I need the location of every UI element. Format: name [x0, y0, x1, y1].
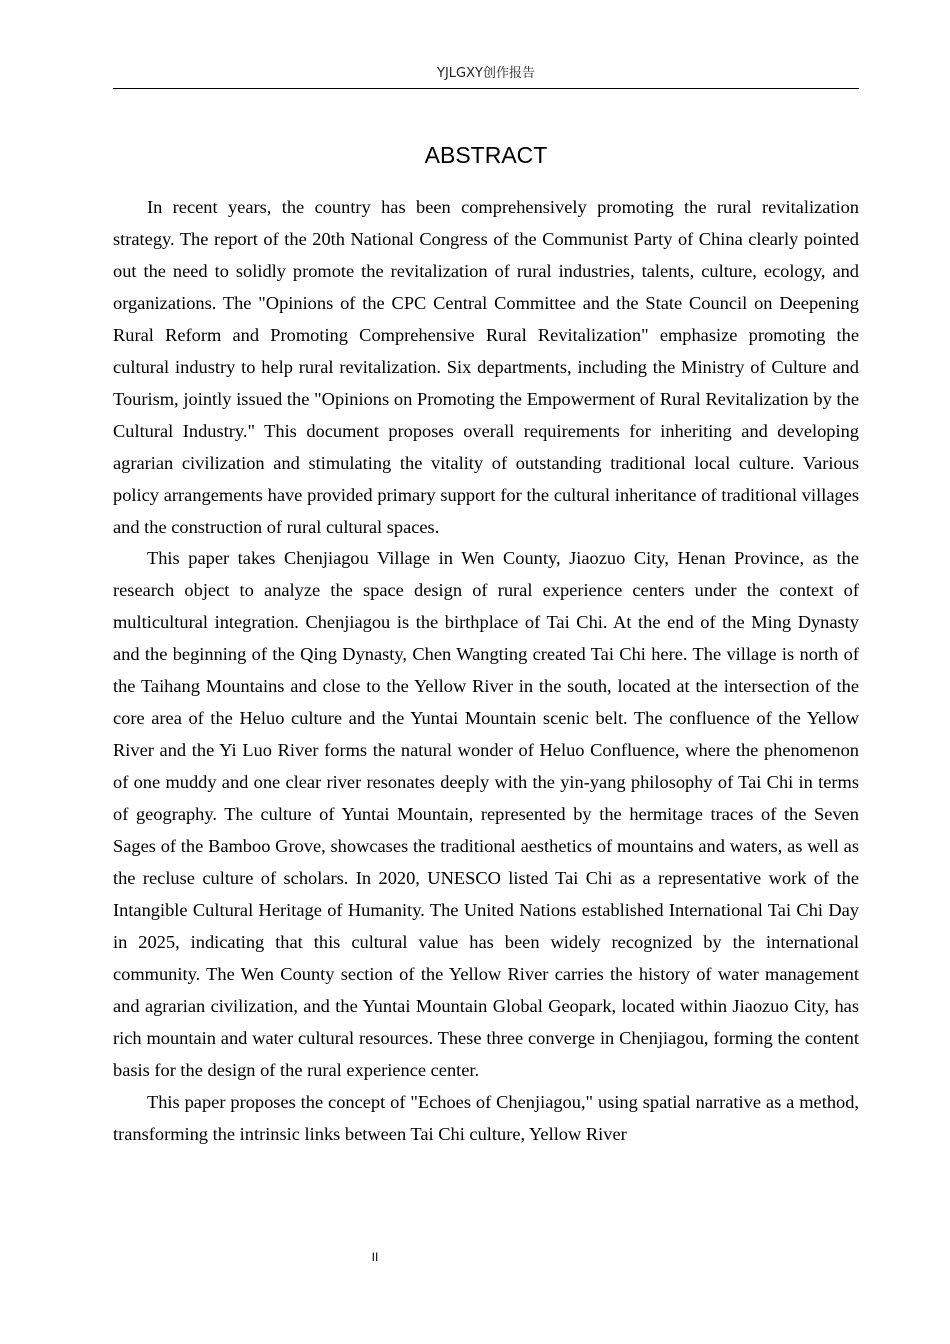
header-divider	[113, 88, 859, 89]
abstract-title: ABSTRACT	[424, 142, 548, 168]
abstract-body	[113, 192, 859, 1151]
abstract-paragraph: This paper takes Chenjiagou Village in Wen County, Jiaozuo City, Henan Province, as the research object to analyze the space design of rural experience centers under the context of multicultural integration. Chenjiagou is the birthplace of Tai Chi. At the end of the Ming Dynasty and the beginning of the Qing Dynasty, Chen Wangting created Tai Chi here. The village is north of the Taihang Mountains and close to the Yellow River in the south, located at the intersection of the core area of the Heluo culture and the Yuntai Mountain scenic belt. The confluence of the Yellow River and the Yi Luo River forms the natural wonder of Heluo Confluence, where the phenomenon of one muddy and one clear river resonates deeply with the yin-yang philosophy of Tai Chi in terms of geography. The culture of Yuntai Mountain, represented by the hermitage traces of the Seven Sages of the Bamboo Grove, showcases the traditional aesthetics of mountains and waters, as well as the recluse culture of scholars. In 2020, UNESCO listed Tai Chi as a representative work of the Intangible Cultural Heritage of Humanity. The United Nations established International Tai Chi Day in 2025, indicating that this cultural value has been widely recognized by the international community. The Wen County section of the Yellow River carries the history of water management and agrarian civilization, and the Yuntai Mountain Global Geopark, located within Jiaozuo City, has rich mountain and water cultural resources. These three converge in Chenjiagou, forming the content basis for the design of the rural experience center.	[113, 548, 859, 1080]
abstract-paragraph: In recent years, the country has been comprehensively promoting the rural revitalization strategy. The report of the 20th National Congress of the Communist Party of China clearly pointed out the need to solidly promote the revitalization of rural industries, talents, culture, ecology, and organizations. The "Opinions of the CPC Central Committee and the State Council on Deepening Rural Reform and Promoting Comprehensive Rural Revitalization" emphasize promoting the cultural industry to help rural revitalization. Six departments, including the Ministry of Culture and Tourism, jointly issued the "Opinions on Promoting the Empowerment of Rural Revitalization by the Cultural Industry." This document proposes overall requirements for inheriting and developing agrarian civilization and stimulating the vitality of outstanding traditional local culture. Various policy arrangements have provided primary support for the cultural inheritance of traditional villages and the construction of rural cultural spaces.	[113, 197, 859, 537]
abstract-paragraph: This paper proposes the concept of "Echoes of Chenjiagou," using spatial narrative as a method, transforming the intrinsic links between Tai Chi culture, Yellow River	[113, 1091, 859, 1144]
page-number: II	[371, 1250, 379, 1264]
running-header: YJLGXY创作报告	[437, 66, 535, 81]
